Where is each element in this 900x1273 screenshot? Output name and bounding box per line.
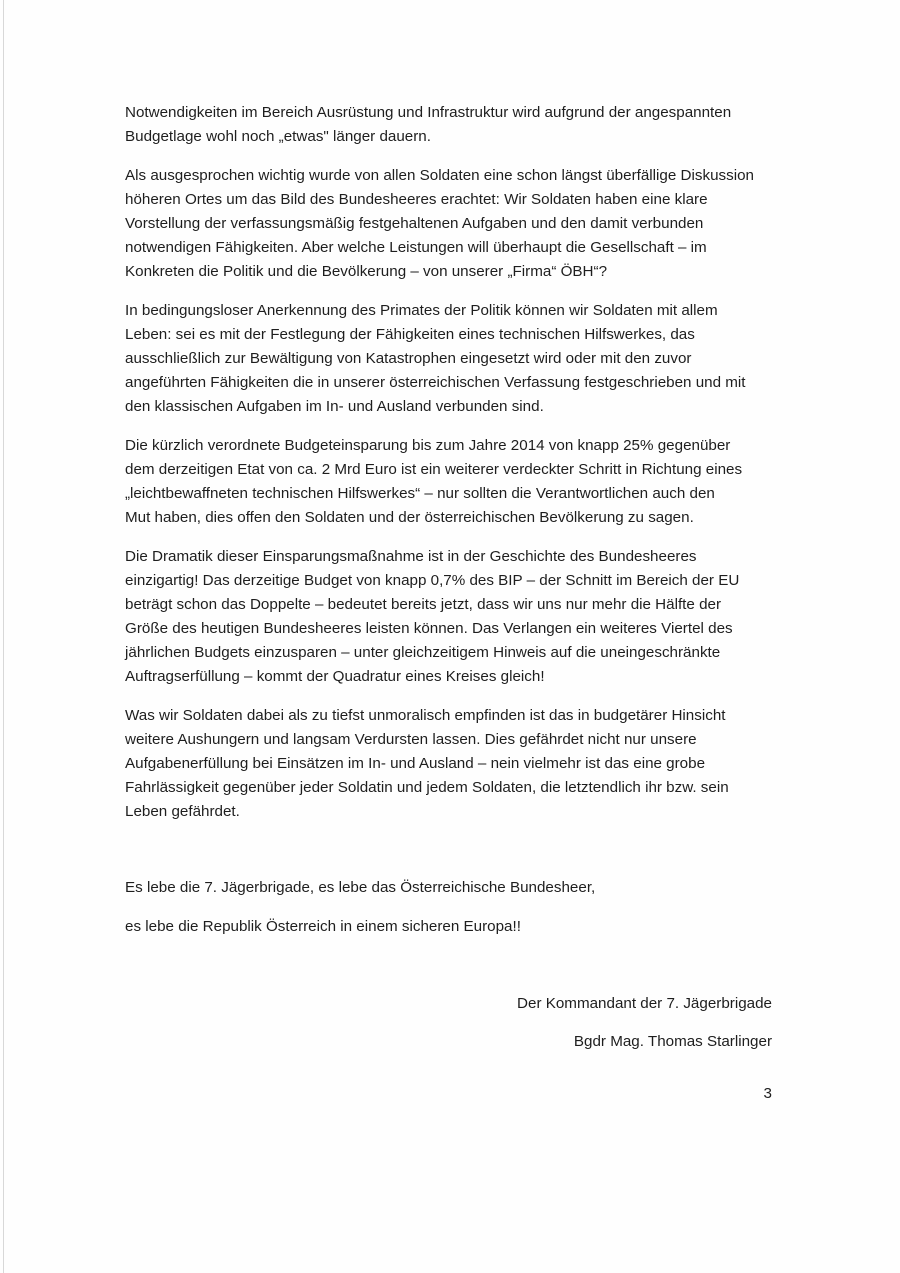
text-line: Vorstellung der verfassungsmäßig festgehaltenen Aufgaben und den damit verbunden bbox=[125, 215, 704, 232]
text-line: Als ausgesprochen wichtig wurde von allen Soldaten eine schon längst überfällige Diskussion bbox=[125, 167, 754, 184]
text-line: Mut haben, dies offen den Soldaten und der österreichischen Bevölkerung zu sagen. bbox=[125, 509, 694, 526]
text-line: den klassischen Aufgaben im In- und Ausland verbunden sind. bbox=[125, 398, 544, 415]
paragraph-3 bbox=[125, 299, 780, 419]
closing-line-2: es lebe die Republik Österreich in einem sicheren Europa!! bbox=[125, 918, 521, 935]
text-line: Budgetlage wohl noch „etwas" länger dauern. bbox=[125, 128, 431, 145]
text-line: Die Dramatik dieser Einsparungsmaßnahme ist in der Geschichte des Bundesheeres bbox=[125, 548, 697, 565]
text-line: weitere Aushungern und langsam Verdursten lassen. Dies gefährdet nicht nur unsere bbox=[125, 731, 697, 748]
text-line: höheren Ortes um das Bild des Bundesheeres erachtet: Wir Soldaten haben eine klare bbox=[125, 191, 708, 208]
text-line: Konkreten die Politik und die Bevölkerung – von unserer „Firma“ ÖBH“? bbox=[125, 263, 608, 280]
text-line: Die kürzlich verordnete Budgeteinsparung bis zum Jahre 2014 von knapp 25% gegenüber bbox=[125, 437, 731, 454]
text-line: jährlichen Budgets einzusparen – unter gleichzeitigem Hinweis auf die uneingeschränkte bbox=[125, 644, 721, 661]
text-line: angeführten Fähigkeiten die in unserer österreichischen Verfassung festgeschrieben und mit bbox=[125, 374, 746, 391]
text-line: Aufgabenerfüllung bei Einsätzen im In- und Ausland – nein vielmehr ist das eine grobe bbox=[125, 755, 706, 772]
text-line: ausschließlich zur Bewältigung von Katastrophen eingesetzt wird oder mit den zuvor bbox=[125, 350, 692, 367]
text-line: einzigartig! Das derzeitige Budget von knapp 0,7% des BIP – der Schnitt im Bereich der EU bbox=[125, 572, 740, 589]
text-line: Größe des heutigen Bundesheeres leisten können. Das Verlangen ein weiteres Viertel des bbox=[125, 620, 733, 637]
text-line: Auftragserfüllung – kommt der Quadratur eines Kreises gleich! bbox=[125, 668, 545, 685]
paragraph-2 bbox=[125, 164, 780, 284]
text-line: „leichtbewaffneten technischen Hilfswerkes“ – nur sollten die Verantwortlichen auch den bbox=[125, 485, 715, 502]
text-line: Notwendigkeiten im Bereich Ausrüstung und Infrastruktur wird aufgrund der angespannten bbox=[125, 104, 732, 121]
signature-role: Der Kommandant der 7. Jägerbrigade bbox=[517, 995, 772, 1012]
paragraph-1 bbox=[125, 101, 780, 149]
paragraph-6 bbox=[125, 704, 780, 824]
text-line: Leben: sei es mit der Festlegung der Fähigkeiten eines technischen Hilfswerkes, das bbox=[125, 326, 695, 343]
closing-line-1: Es lebe die 7. Jägerbrigade, es lebe das Österreichische Bundesheer, bbox=[125, 879, 596, 896]
text-line: Fahrlässigkeit gegenüber jeder Soldatin und jedem Soldaten, die letztendlich ihr bzw. sein bbox=[125, 779, 729, 796]
text-line: Was wir Soldaten dabei als zu tiefst unmoralisch empfinden ist das in budgetärer Hinsicht bbox=[125, 707, 726, 724]
text-line: Leben gefährdet. bbox=[125, 803, 240, 820]
text-line: beträgt schon das Doppelte – bedeutet bereits jetzt, dass wir uns nur mehr die Hälfte der bbox=[125, 596, 722, 613]
text-line: dem derzeitigen Etat von ca. 2 Mrd Euro ist ein weiterer verdeckter Schritt in Richtung eines bbox=[125, 461, 743, 478]
text-line: notwendigen Fähigkeiten. Aber welche Leistungen will überhaupt die Gesellschaft – im bbox=[125, 239, 707, 256]
page-number: 3 bbox=[763, 1085, 772, 1102]
document-body bbox=[125, 101, 780, 839]
text-line: In bedingungsloser Anerkennung des Primates der Politik können wir Soldaten mit allem bbox=[125, 302, 718, 319]
scan-artifact bbox=[3, 0, 4, 1273]
paragraph-5 bbox=[125, 545, 780, 689]
signature-name: Bgdr Mag. Thomas Starlinger bbox=[573, 1033, 772, 1050]
paragraph-4 bbox=[125, 434, 780, 530]
